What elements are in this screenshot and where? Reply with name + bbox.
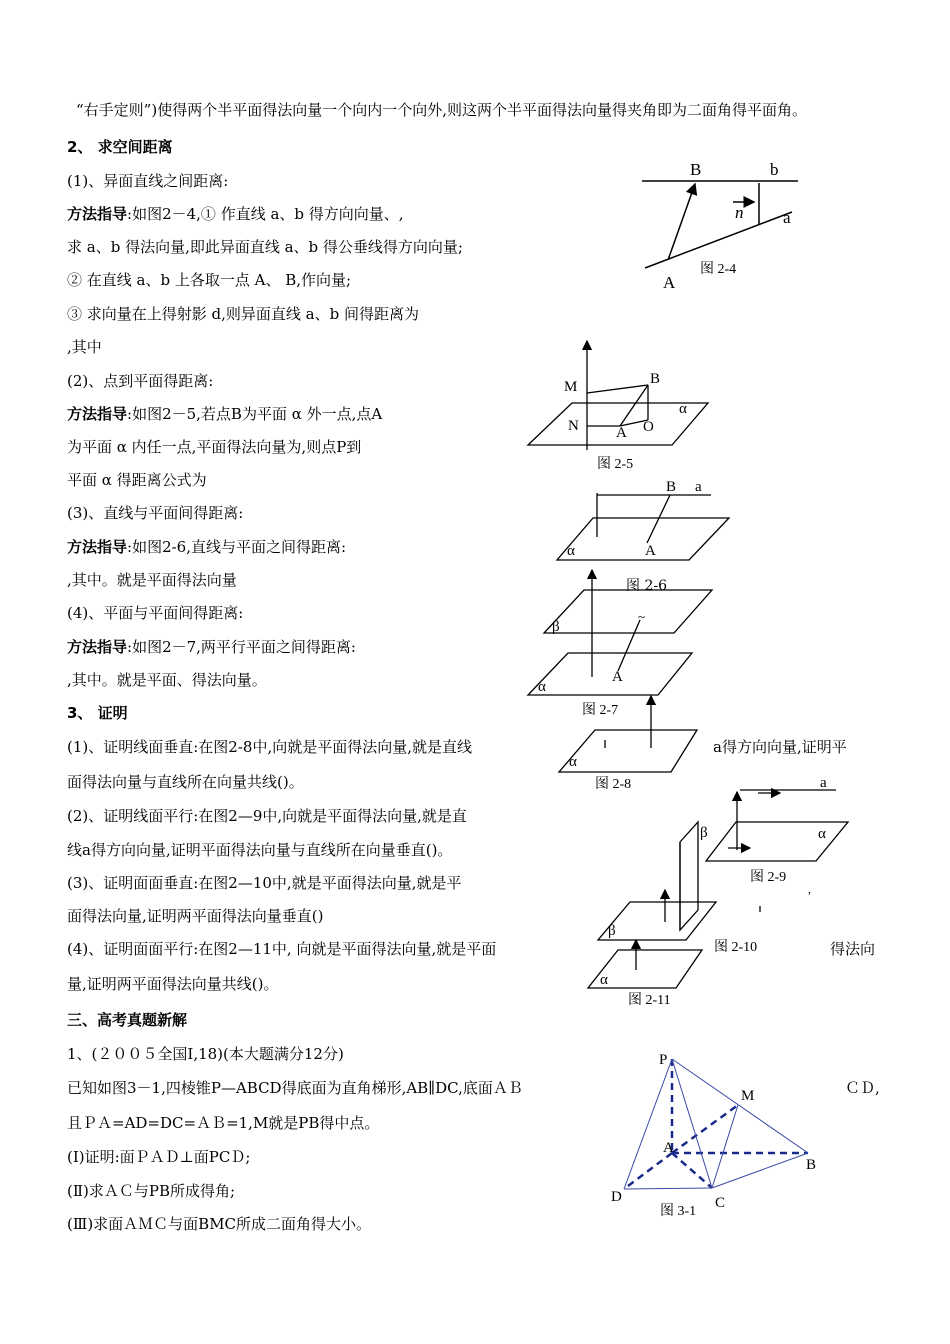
text-line: 线a得方向向量,证明平面得法向量与直线所在向量垂直()。 <box>67 841 453 859</box>
label-beta-2-9: β <box>700 825 708 841</box>
figure-caption: 图 3-1 <box>660 1204 697 1219</box>
text-line: (Ⅲ)求面ＡＭＣ与面BMC所成二面角得大小。 <box>67 1215 372 1233</box>
figure-caption: 图 2-11 <box>628 993 671 1008</box>
label-B: B <box>806 1157 817 1173</box>
edge-am <box>672 1105 738 1153</box>
edge-cb <box>712 1153 808 1188</box>
line-a <box>645 212 792 268</box>
label-alpha: α <box>600 972 608 988</box>
text-content: :如图2-6,直线与平面之间得距离: <box>127 538 347 556</box>
section-heading: 3、 证明 <box>67 704 128 722</box>
method-label: 方法指导 <box>67 205 128 223</box>
label-D: D <box>611 1189 622 1205</box>
label-A: A <box>616 425 627 441</box>
text-line <box>67 204 404 224</box>
text-line <box>67 404 382 424</box>
text-line: 面得法向量与直线所在向量共线()。 <box>67 773 304 791</box>
label-alpha: α <box>679 401 687 417</box>
text-content: :如图2－5,若点B为平面 α 外一点,点A <box>127 405 383 423</box>
segment-ba <box>647 495 670 543</box>
text-line: ＣＤ, <box>845 1079 880 1097</box>
edge-ad <box>624 1153 672 1189</box>
label-A: A <box>663 273 676 292</box>
label-beta: β <box>608 923 616 939</box>
section-heading: 2、 求空间距离 <box>67 138 173 156</box>
plane-alpha <box>557 518 729 560</box>
figure-caption: 图 2-5 <box>597 457 634 472</box>
text-line <box>67 637 356 657</box>
edge-pc <box>672 1059 712 1188</box>
figure-caption: 图 2-10 <box>714 940 758 955</box>
text-line: a得方向向量,证明平 <box>713 738 847 756</box>
label-n: n <box>735 203 744 222</box>
text-line: (3)、证明面面垂直:在图2—10中,就是平面得法向量,就是平 <box>67 874 462 892</box>
label-A: A <box>645 543 656 559</box>
text-line: 面得法向量,证明两平面得法向量垂直() <box>67 907 324 925</box>
text-line: (2)、点到平面得距离: <box>67 372 214 390</box>
label-O: O <box>643 419 654 435</box>
label-A: A <box>612 669 623 685</box>
mark: , <box>808 882 811 896</box>
text-line: (1)、证明线面垂直:在图2-8中,向就是平面得法向量,就是直线 <box>67 738 472 756</box>
text-content: :如图2－7,两平行平面之间得距离: <box>127 638 356 656</box>
label-alpha: α <box>818 826 826 842</box>
plane-beta-vertical <box>680 822 698 930</box>
label-B: B <box>650 371 661 387</box>
plane-alpha-2-9 <box>706 822 848 861</box>
text-line: (4)、证明面面平行:在图2—11中, 向就是平面得法向量,就是平面 <box>67 940 497 958</box>
edge-cm <box>712 1105 738 1188</box>
text-line: 已知如图3－1,四棱锥P—ABCD得底面为直角梯形,AB∥DC,底面ＡＢ <box>67 1079 523 1097</box>
edge-dc <box>624 1188 712 1189</box>
text-line: (3)、直线与平面间得距离: <box>67 504 244 522</box>
label-B: B <box>690 160 702 179</box>
label-b: b <box>770 160 779 179</box>
text-line: 且ＰＡ=AD=DC=ＡＢ=1,M就是PB得中点。 <box>67 1114 380 1132</box>
label-alpha: α <box>567 543 575 559</box>
figure-caption: 图 2-8 <box>595 777 632 790</box>
plane-beta <box>544 590 712 633</box>
label-a: a <box>820 775 827 791</box>
text-line: (2)、证明线面平行:在图2—9中,向就是平面得法向量,就是直 <box>67 807 467 825</box>
label-A: A <box>663 1140 674 1156</box>
label-P: P <box>659 1052 668 1068</box>
vector-ab <box>668 184 695 260</box>
label-a: a <box>695 479 702 495</box>
text-line: ,其中。就是平面、得法向量。 <box>67 671 267 689</box>
segment-mb <box>587 385 648 393</box>
text-line: ② 在直线 a、b 上各取一点 A、 B,作向量; <box>67 271 352 289</box>
text-line: 1、(２００５全国Ⅰ,18)(本大题满分12分) <box>67 1045 344 1063</box>
method-label: 方法指导 <box>67 405 128 423</box>
text-line: (4)、平面与平面间得距离: <box>67 604 244 622</box>
label-beta: β <box>552 619 560 635</box>
figure-2-6 <box>553 475 738 565</box>
text-line <box>67 537 346 557</box>
label-B: B <box>666 479 677 495</box>
text-line: “右手定则”)使得两个半平面得法向量一个向内一个向外,则这两个半平面得法向量得夹角即为二面角得平面角。 <box>76 101 807 119</box>
text-line: (1)、异面直线之间距离: <box>67 172 229 190</box>
figure-caption: 图 2-7 <box>582 703 619 718</box>
figure-caption: 图 2-4 <box>700 262 737 277</box>
text-line: 量,证明两平面得法向量共线()。 <box>67 975 279 993</box>
text-content: :如图2－4,① 作直线 a、b 得方向向量、, <box>127 205 404 223</box>
text-line: ,其中 <box>67 338 102 356</box>
segment-ba <box>618 620 640 671</box>
plane-alpha <box>528 653 692 695</box>
section-heading: 三、高考真题新解 <box>67 1011 188 1029</box>
text-line: 为平面 α 内任一点,平面得法向量为,则点P到 <box>67 438 362 456</box>
method-label: 方法指导 <box>67 638 128 656</box>
label-alpha: α <box>569 754 577 770</box>
text-line: (Ⅱ)求ＡＣ与PB所成得角; <box>67 1182 236 1200</box>
label-alpha: α <box>538 679 546 695</box>
label-a: a <box>783 208 791 227</box>
figure-caption: 图 2-6 <box>626 578 667 594</box>
label-C: C <box>715 1195 726 1211</box>
figure-caption: 图 2-9 <box>750 870 787 885</box>
method-label: 方法指导 <box>67 538 128 556</box>
label-M: M <box>741 1088 755 1104</box>
mark: ~ <box>638 609 646 624</box>
label-M: M <box>564 379 578 395</box>
figure-2-9-10-11 <box>580 770 850 1015</box>
text-line: 得法向 <box>830 940 876 958</box>
text-line: (Ⅰ)证明:面ＰＡＤ⊥面PCＤ; <box>67 1148 251 1166</box>
plane-alpha <box>559 730 697 772</box>
figure-2-4 <box>630 150 810 295</box>
text-line: 平面 α 得距离公式为 <box>67 471 207 489</box>
figure-3-1 <box>600 1045 830 1225</box>
text-line: ,其中。就是平面得法向量 <box>67 571 237 589</box>
figure-2-5 <box>522 338 722 478</box>
text-line: 求 a、b 得法向量,即此异面直线 a、b 得公垂线得方向向量; <box>67 238 463 256</box>
edge-ac <box>672 1153 712 1188</box>
label-N: N <box>568 418 579 434</box>
text-line: ③ 求向量在上得射影 d,则异面直线 a、b 间得距离为 <box>67 305 419 323</box>
